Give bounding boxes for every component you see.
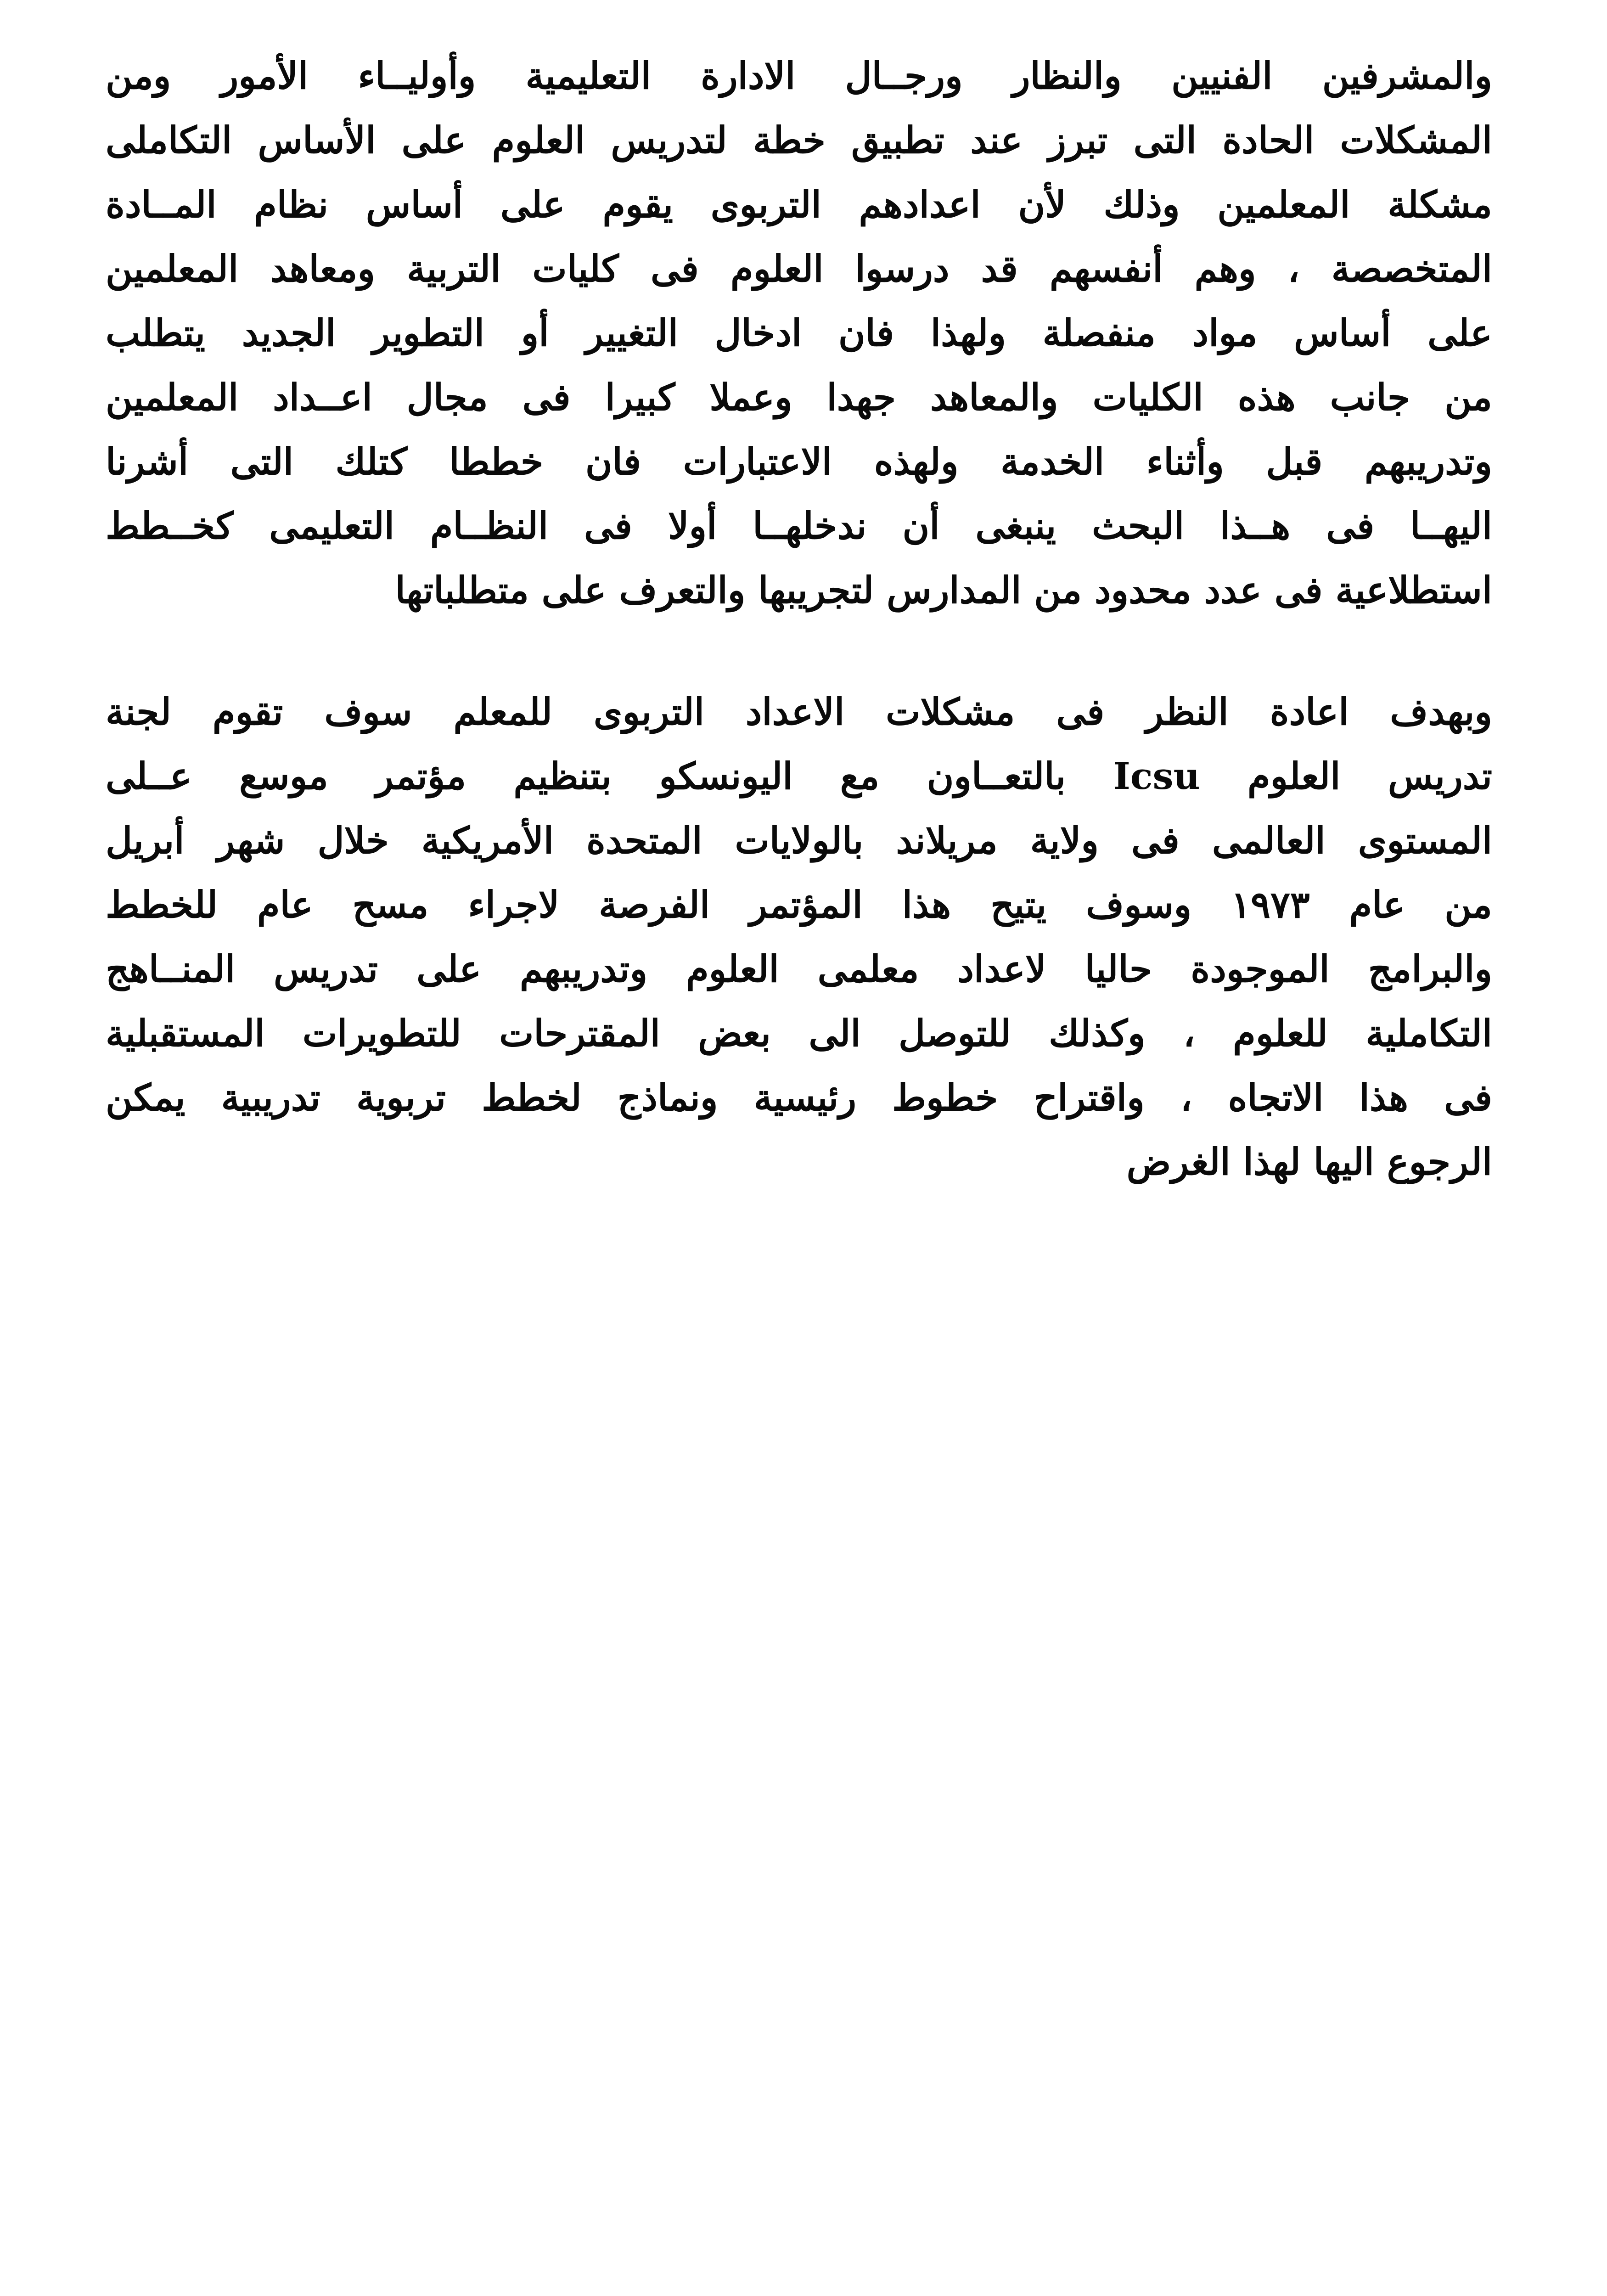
text-line: على أساس مواد منفصلة ولهذا فان ادخال التغيير أو التطوير الجديد يتطلب — [106, 311, 1492, 355]
text-line: والبرامج الموجودة حاليا لاعداد معلمى العلوم وتدريبهم على تدريس المنــاهج — [106, 947, 1492, 990]
text-line: المستوى العالمى فى ولاية مريلاند بالولايات المتحدة الأمريكية خلال شهر أبريل — [106, 819, 1492, 862]
text-line: الرجوع اليها لهذا الغرض — [1126, 1140, 1492, 1183]
paragraph-1 — [106, 44, 1492, 622]
text-line: تدريس العلوم Icsu بالتعــاون مع اليونسكو بتنظيم مؤتمر موسع عــلى — [106, 754, 1492, 798]
text-line: المشكلات الحادة التى تبرز عند تطبيق خطة لتدريس العلوم على الأساس التكاملى — [106, 118, 1492, 162]
text-line: من جانب هذه الكليات والمعاهد جهدا وعملا كبيرا فى مجال اعــداد المعلمين — [106, 376, 1492, 419]
text-line: والمشرفين الفنيين والنظار ورجــال الادارة التعليمية وأوليــاء الأمور ومن — [106, 54, 1492, 97]
text-line: وتدريبهم قبل وأثناء الخدمة ولهذه الاعتبارات فان خططا كتلك التى أشرنا — [106, 440, 1492, 483]
text-line: المتخصصة ، وهم أنفسهم قد درسوا العلوم فى كليات التربية ومعاهد المعلمين — [106, 247, 1492, 290]
text-line: فى هذا الاتجاه ، واقتراح خطوط رئيسية ونماذج لخطط تربوية تدريبية يمكن — [106, 1076, 1492, 1119]
text-line: مشكلة المعلمين وذلك لأن اعدادهم التربوى يقوم على أساس نظام المــادة — [106, 183, 1492, 226]
text-line: من عام ١٩٧٣ وسوف يتيح هذا المؤتمر الفرصة لاجراء مسح عام للخطط — [106, 883, 1492, 926]
text-line: اليهــا فى هــذا البحث ينبغى أن ندخلهــا أولا فى النظــام التعليمى كخــطط — [106, 504, 1492, 547]
text-line: استطلاعية فى عدد محدود من المدارس لتجريبها والتعرف على متطلباتها — [395, 568, 1492, 612]
text-line: التكاملية للعلوم ، وكذلك للتوصل الى بعض المقترحات للتطويرات المستقبلية — [106, 1012, 1492, 1055]
paragraph-2 — [106, 680, 1492, 1194]
text-line: وبهدف اعادة النظر فى مشكلات الاعداد التربوى للمعلم سوف تقوم لجنة — [106, 690, 1492, 733]
